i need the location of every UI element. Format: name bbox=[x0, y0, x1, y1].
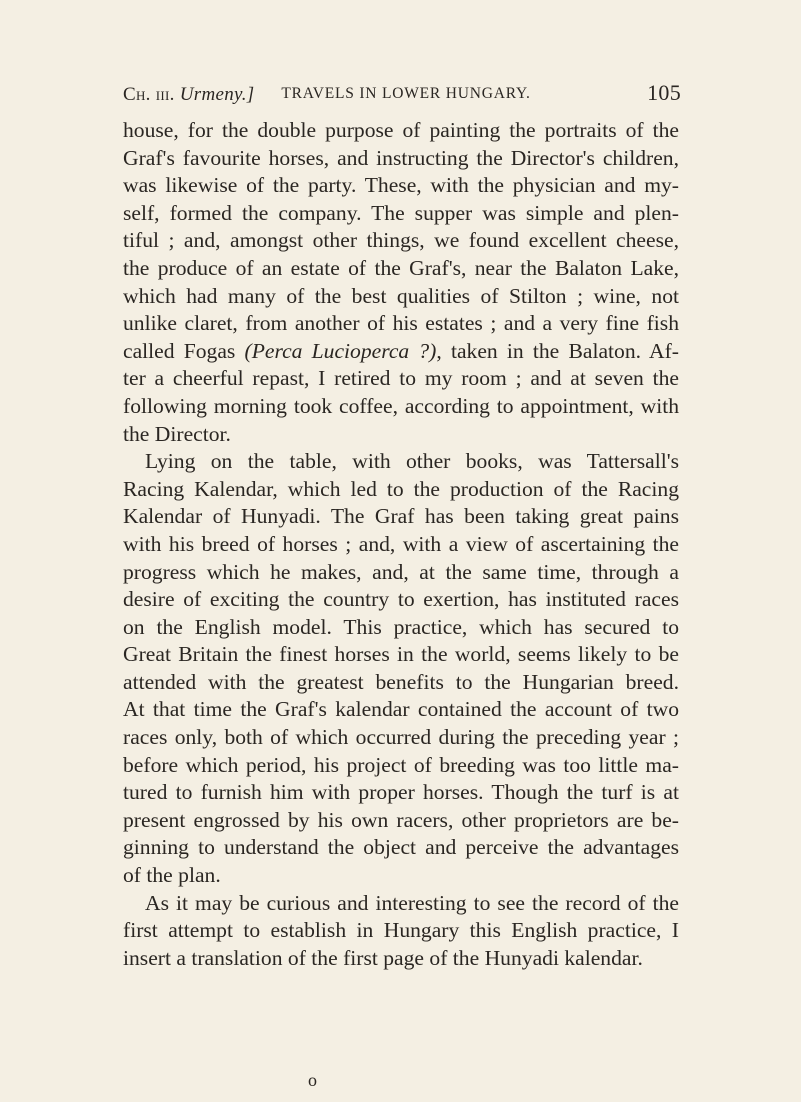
running-head-title: TRAVELS IN LOWER HUNGARY. bbox=[281, 85, 531, 102]
text-line: tured to furnish him with proper horses. Though the turf is at bbox=[123, 780, 679, 805]
text-line: first attempt to establish in Hungary this English practice, I bbox=[123, 918, 679, 943]
text-segment: , taken in the Balaton. Af- bbox=[436, 338, 679, 363]
text-line: Great Britain the finest horses in the world, seems likely to be bbox=[123, 642, 679, 667]
running-head bbox=[123, 80, 681, 110]
text-line: Racing Kalendar, which led to the production of the Racing bbox=[123, 476, 679, 501]
text-line: present engrossed by his own racers, other proprietors are be- bbox=[123, 807, 679, 832]
text-line: insert a translation of the first page of the Hunyadi kalendar. bbox=[123, 945, 643, 970]
text-line: was likewise of the party. These, with the physician and my- bbox=[123, 173, 679, 198]
text-line: the produce of an estate of the Graf's, near the Balaton Lake, bbox=[123, 255, 679, 280]
signature-mark: o bbox=[308, 1070, 317, 1090]
text-line: tiful ; and, amongst other things, we found excellent cheese, bbox=[123, 228, 679, 253]
text-line: At that time the Graf's kalendar contained the account of two bbox=[123, 697, 679, 722]
text-line: which had many of the best qualities of Stilton ; wine, not bbox=[123, 283, 679, 308]
text-line: As it may be curious and interesting to see the record of the bbox=[145, 890, 679, 915]
text-line: self, formed the company. The supper was simple and plen- bbox=[123, 200, 679, 225]
body-text bbox=[123, 117, 679, 972]
text-line: desire of exciting the country to exertion, has instituted races bbox=[123, 587, 679, 612]
text-line: progress which he makes, and, at the same time, through a bbox=[123, 559, 679, 584]
text-line: Graf's favourite horses, and instructing the Director's children, bbox=[123, 145, 679, 170]
text-line: the Director. bbox=[123, 421, 231, 446]
text-line: Lying on the table, with other books, was Tattersall's bbox=[145, 449, 679, 474]
text-line: house, for the double purpose of painting the portraits of the bbox=[123, 118, 679, 142]
text-line: before which period, his project of breeding was too little ma- bbox=[123, 752, 679, 777]
text-line: following morning took coffee, according to appointment, with bbox=[123, 393, 679, 418]
latin-name: (Perca Lucioperca ?) bbox=[244, 338, 437, 363]
text-line: ter a cheerful repast, I retired to my room ; and at seven the bbox=[123, 366, 679, 391]
page-number: 105 bbox=[647, 80, 681, 105]
text-line: with his breed of horses ; and, with a view of ascertaining the bbox=[123, 531, 679, 556]
text-line: races only, both of which occurred during the preceding year ; bbox=[123, 725, 679, 750]
text-segment: called Fogas bbox=[123, 338, 245, 363]
text-line bbox=[123, 338, 679, 366]
text-line: attended with the greatest benefits to the Hungarian breed. bbox=[123, 669, 679, 694]
place-label: Urmeny.] bbox=[179, 84, 255, 105]
text-line: unlike claret, from another of his estates ; and a very fine fish bbox=[123, 311, 679, 336]
chapter-label: Ch. iii. bbox=[123, 84, 175, 105]
text-line: ginning to understand the object and perceive the advantages bbox=[123, 835, 679, 860]
text-line: on the English model. This practice, which has secured to bbox=[123, 614, 679, 639]
text-line: Kalendar of Hunyadi. The Graf has been taking great pains bbox=[123, 504, 679, 529]
text-line: of the plan. bbox=[123, 863, 221, 888]
